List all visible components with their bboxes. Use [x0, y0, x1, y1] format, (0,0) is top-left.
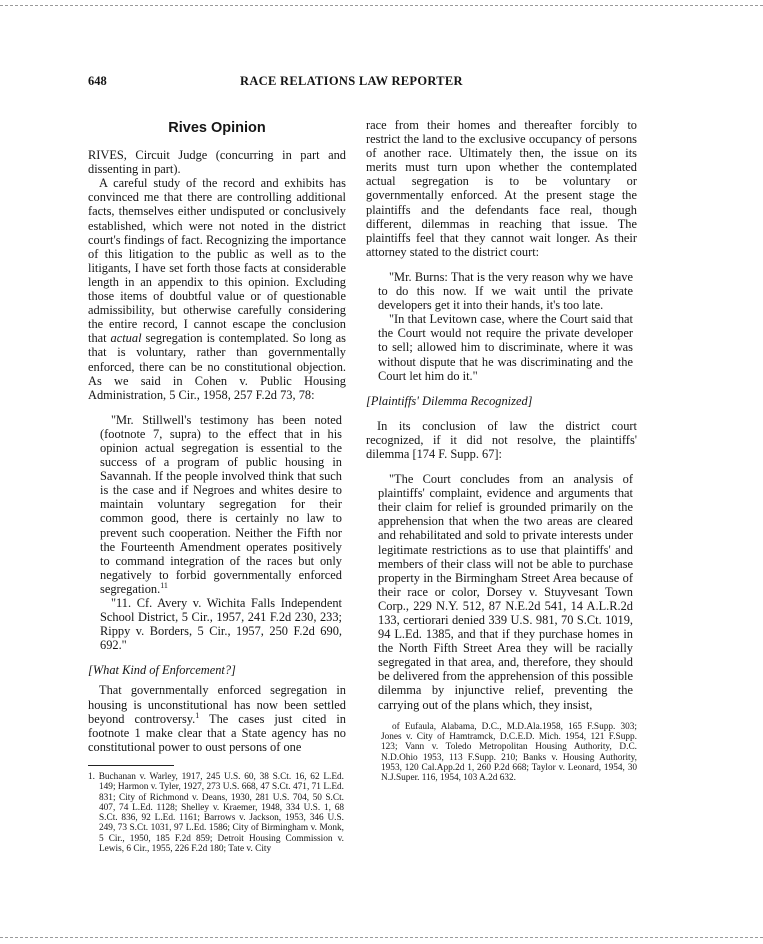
opinion-author-line: RIVES, Circuit Judge (concurring in part and dissenting in part).: [88, 148, 346, 177]
footnote-ref: 11: [160, 580, 168, 590]
right-column: [366, 118, 637, 783]
opinion-title: Rives Opinion: [168, 120, 266, 136]
section-heading: [Plaintiffs' Dilemma Recognized]: [366, 393, 533, 408]
block-quote: [378, 472, 633, 712]
quote-paragraph: "11. Cf. Avery v. Wichita Falls Independent School District, 5 Cir., 1957, 241 F.2d 230, 233; Rippy v. Borders, 5 Cir., 1957, 250 F.2d 690, 692.": [100, 596, 342, 653]
quote-paragraph: "In that Levitown case, where the Court said that the Court would not require the private developer to sell; allowed him to discriminate, where it was without dispute that he was discriminating and the Court let him do it.": [378, 312, 633, 383]
footnote-rule: [88, 765, 174, 766]
footnote-ref: 1: [195, 710, 200, 720]
paragraph-text: A careful study of the record and exhibits has convinced me that there are controlling additional facts, themselves either undisputed or conclusively established, which were not noted in the district court's findings of fact. Recognizing the importance of this litigation to the public as well as to the litigants, I have set forth those facts at considerable length in an appendix to this opinion. Excluding those items of doubtful value or of questionable admissibility, but otherwise carefully considering the entire record, I cannot escape the conclusion that: [88, 176, 346, 346]
paragraph: race from their homes and thereafter forcibly to restrict the land to the exclusive occupancy of persons of another race. Ultimately then, the issue on its merits must turn upon whether the contemplated actual segregation is to be voluntary or governmentally enforced. At the present stage the plaintiffs and the defendants face real, though different, dilemmas in reaching that issue. The plaintiffs feel that they cannot wait longer. As their attorney stated to the district court:: [366, 118, 637, 259]
paragraph: In its conclusion of law the district court recognized, if it did not resolve, the plaintiffs' dilemma [174 F. Supp. 67]:: [366, 418, 637, 461]
paragraph: [88, 176, 346, 402]
section-heading: [What Kind of Enforcement?]: [88, 663, 236, 678]
quote-paragraph: "Mr. Burns: That is the very reason why we have to do this now. If we wait until the private developers get it into their hands, it's too late.: [378, 269, 633, 313]
quote-paragraph: [100, 413, 342, 596]
paragraph-text: The cases just cited in footnote 1 make clear that a State agency has no constitutional power to oust persons of one: [88, 711, 346, 754]
left-column: [88, 118, 346, 854]
page-number: 648: [88, 74, 107, 88]
scan-bottom-border: [0, 937, 763, 938]
paragraph-text: That governmentally enforced segregation in housing is unconstitutional has now been settled beyond controversy.: [88, 683, 346, 726]
paragraph: [88, 683, 346, 753]
italic-word: actual: [110, 331, 142, 346]
quote-text: "Mr. Stillwell's testimony has been noted (footnote 7, supra) to the effect that in his opinion actual segregation is essential to the success of a program of public housing in Savannah. If the people involved think that such is the case and if Negroes and whites desire to maintain voluntary segregation for their common good, there is certainly no law to prevent such cooperation. Neither the Fifth nor the Fourteenth Amendment operates positively to command integration of the races but only negatively to forbid governmentally enforced segregation.: [100, 412, 342, 596]
page-header: [0, 74, 763, 90]
footnote: 1. Buchanan v. Warley, 1917, 245 U.S. 60, 38 S.Ct. 16, 62 L.Ed. 149; Harmon v. Tyler, 1927, 273 U.S. 668, 47 S.Ct. 471, 71 L.Ed. 831; City of Richmond v. Deans, 1930, 281 U.S. 704, 50 S.Ct. 407, 74 L.Ed. 1128; Shelley v. Kraemer, 1948, 334 U.S. 1, 68 S.Ct. 836, 92 L.Ed. 1161; Barrows v. Jackson, 1953, 346 U.S. 249, 73 S.Ct. 1031, 97 L.Ed. 1586; City of Birmingham v. Monk, 5 Cir., 1950, 185 F.2d 859; Detroit Housing Commission v. Lewis, 6 Cir., 1955, 226 F.2d 180; Tate v. City: [88, 771, 344, 855]
scan-top-border: [0, 5, 763, 6]
block-quote: [378, 270, 633, 383]
paragraph-text: segregation is contemplated. So long as that is voluntary, rather than governmentally enforced, there can be no constitutional objection. As we said in Cohen v. Public Housing Administration, 5 Cir., 1958, 257 F.2d 73, 78:: [88, 331, 346, 402]
footnote-continuation: of Eufaula, Alabama, D.C., M.D.Ala.1958, 165 F.Supp. 303; Jones v. City of Hamtramck, D.C.E.D. Mich. 1954, 121 F.Supp. 123; Vann v. Toledo Metropolitan Housing Authority, D.C. N.D.Ohio 1953, 113 F.Supp. 210; Banks v. Housing Authority, 1953, 120 Cal.App.2d 1, 260 P.2d 668; Taylor v. Leonard, 1954, 30 N.J.Super. 116, 1954, 103 A.2d 632.: [381, 721, 637, 784]
running-title: RACE RELATIONS LAW REPORTER: [240, 74, 463, 88]
block-quote: [100, 413, 342, 653]
quote-paragraph: "The Court concludes from an analysis of plaintiffs' complaint, evidence and arguments that their claim for relief is grounded primarily on the apprehension that when the two areas are cleared and rehabilitated and sold to private interests under legitimate restrictions as to use that plaintiffs' and members of their class will not be able to purchase property in the Birmingham Street Area because of their race or color, Dorsey v. Stuyvesant Town Corp., 229 N.Y. 512, 87 N.E.2d 541, 14 A.L.R.2d 133, certiorari denied 339 U.S. 981, 70 S.Ct. 1019, 94 L.Ed. 1385, and that if they purchase homes in the North Fifth Street Area they will be racially segregated in that area, and, therefore, they should be delivered from the apprehension of this possible dilemma by injunctive relief, preventing the carrying out of the plans which, they insist,: [378, 472, 633, 712]
